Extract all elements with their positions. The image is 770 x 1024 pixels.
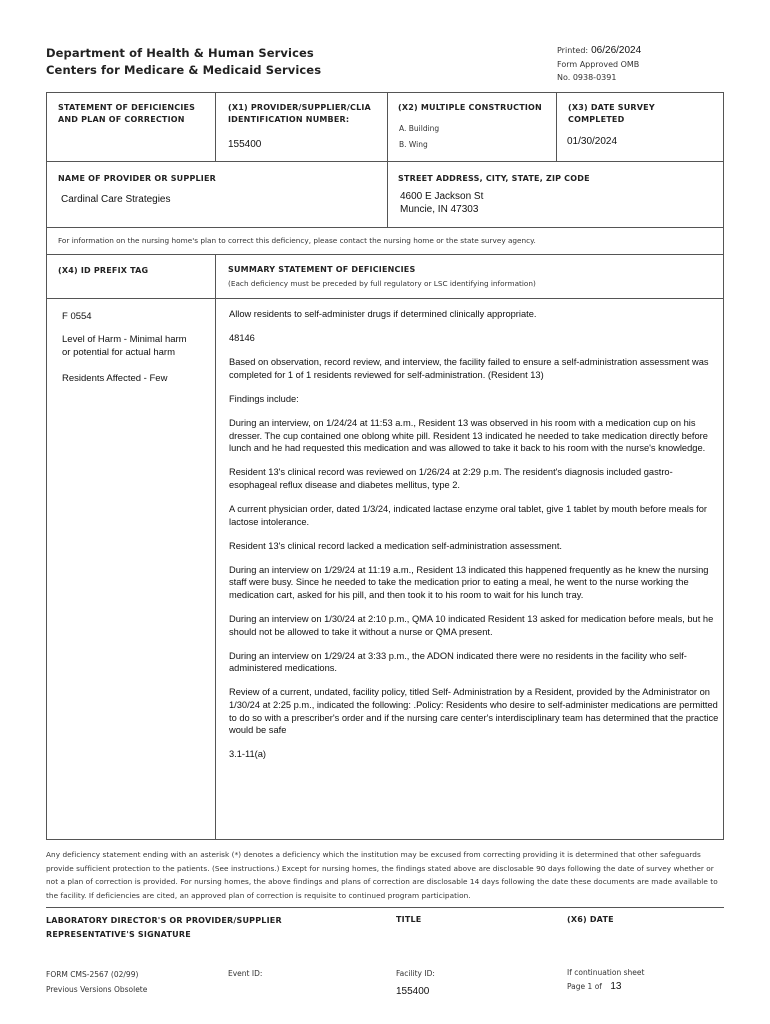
column-headers-row <box>46 254 724 298</box>
summary-statement-sublabel: (Each deficiency must be preceded by full regulatory or LSC identifying information) <box>228 279 536 288</box>
dept-line1: Department of Health & Human Services <box>46 46 314 60</box>
narrative-paragraph: During an interview, on 1/24/24 at 11:53 a.m., Resident 13 was observed in his room with a medication cup on his dresser. The cup contained one oblong white pill. Resident 13 indicated he needed to take medication directly before lunch and he had requested this medication and was allowed to take it back to his room with the nurse's knowledge. <box>229 417 708 454</box>
divider <box>215 255 216 298</box>
narrative-paragraph: During an interview on 1/30/24 at 2:10 p.m., QMA 10 indicated Resident 13 asked for medication before meals, but he should not be allowed to take it without a nurse or QMA present. <box>229 614 714 637</box>
narrative-paragraph: Findings include: <box>229 393 299 404</box>
continuation-sheet-label: If continuation sheet <box>567 968 645 977</box>
divider <box>387 93 388 161</box>
address-line1: 4600 E Jackson St <box>400 191 484 202</box>
provider-row <box>46 161 724 227</box>
x2-multiple-construction-label: (X2) MULTIPLE CONSTRUCTION <box>398 103 542 112</box>
info-row <box>46 227 724 254</box>
x2-wing: B. Wing <box>399 140 428 149</box>
printed-date: 06/26/2024 <box>591 45 642 56</box>
x2-building: A. Building <box>399 124 440 133</box>
x3-date-survey-label: (X3) DATE SURVEY COMPLETED <box>568 103 655 124</box>
agency-header <box>46 45 321 79</box>
deficiency-footnote: Any deficiency statement ending with an asterisk (*) denotes a deficiency which the institution may be excused from correcting providing it is determined that other safeguards provide sufficient protection to the patients. (See instructions.) Except for nursing homes, the findings stated above are disclosable 90 days following the date of survey whether or not a plan of correction is provided. For nursing homes, the above findings and plans of correction are disclosable 14 days following the date these documents are made available to the facility. If deficiencies are cited, an approved plan of correction is requisite to continued program participation. <box>46 850 718 900</box>
narrative-paragraph: 48146 <box>229 333 255 344</box>
date-label: (X6) DATE <box>567 915 614 924</box>
x3-date-value: 01/30/2024 <box>567 136 618 147</box>
printed-label: Printed: <box>557 46 589 55</box>
narrative-paragraph: Allow residents to self-administer drugs if determined clinically appropriate. <box>229 309 537 319</box>
narrative-paragraph: Based on observation, record review, and interview, the facility failed to ensure a self-administration assessment was completed for 1 of 1 residents reviewed for self-administration. (Resident 13) <box>229 357 709 380</box>
narrative-paragraph: Review of a current, undated, facility policy, titled Self- Administration by a Resident, provided by the Administrator on 1/30/24 at 2:25 p.m., indicated the following: .Policy: Residents who desire to self-administer medications are permitted to do so with a prescriber's order and if the nursing care center's interdisciplinary team has determined that the practice would be safe <box>229 687 719 736</box>
deficiency-narrative <box>229 308 719 772</box>
narrative-paragraph: During an interview on 1/29/24 at 3:33 p.m., the ADON indicated there were no residents in the facility who self-administered medications. <box>229 650 687 674</box>
address-label: STREET ADDRESS, CITY, STATE, ZIP CODE <box>398 174 590 183</box>
signature-label: LABORATORY DIRECTOR'S OR PROVIDER/SUPPLIER REPRESENTATIVE'S SIGNATURE <box>46 916 282 939</box>
title-label: TITLE <box>396 915 422 924</box>
provider-name-label: NAME OF PROVIDER OR SUPPLIER <box>58 174 217 183</box>
narrative-paragraph: During an interview on 1/29/24 at 11:19 a.m., Resident 13 indicated this happened frequently as he knew the nursing staff were busy. Since he needed to take the medication prior to eating a meal, he went to the nurse working the medication cart, asked for his pill, and then took it to his room to wait for his lunch tray. <box>229 564 709 600</box>
x1-provider-id-value: 155400 <box>228 139 262 150</box>
x4-id-prefix-tag-label: (X4) ID PREFIX TAG <box>58 266 149 275</box>
narrative-paragraph: Resident 13's clinical record lacked a medication self-administration assessment. <box>229 540 562 551</box>
signature-rule <box>46 907 724 908</box>
address-line2: Muncie, IN 47303 <box>400 204 479 215</box>
divider <box>215 93 216 161</box>
x1-provider-id-label: (X1) PROVIDER/SUPPLIER/CLIA IDENTIFICATION NUMBER: <box>228 103 371 124</box>
narrative-paragraph: A current physician order, dated 1/3/24, indicated lactase enzyme oral tablet, give 1 tablet by mouth before meals for lactose intolerance. <box>229 503 708 527</box>
omb-number: No. 0938-0391 <box>557 73 617 82</box>
narrative-paragraph: Resident 13's clinical record was reviewed on 1/26/24 at 2:29 p.m. The resident's diagnosis included gastro-esophageal reflux disease and diabetes mellitus, type 2. <box>229 467 673 490</box>
statement-of-deficiencies-label: STATEMENT OF DEFICIENCIES AND PLAN OF CORRECTION <box>58 103 196 124</box>
form-identifier: FORM CMS-2567 (02/99) Previous Versions Obsolete <box>46 970 148 994</box>
provider-name-value: Cardinal Care Strategies <box>61 194 171 205</box>
event-id-label: Event ID: <box>228 969 263 978</box>
divider <box>556 93 557 161</box>
residents-affected: Residents Affected - Few <box>62 373 168 384</box>
narrative-paragraph: 3.1-11(a) <box>229 749 267 760</box>
identification-row <box>46 92 724 161</box>
divider <box>387 162 388 227</box>
page-indicator <box>567 980 621 993</box>
facility-id-label: Facility ID: <box>396 969 435 978</box>
f-tag: F 0554 <box>62 311 92 322</box>
deficiency-detail-row <box>46 298 724 840</box>
summary-statement-label: SUMMARY STATEMENT OF DEFICIENCIES <box>228 265 416 274</box>
plan-of-correction-info: For information on the nursing home's plan to correct this deficiency, please contact the nursing home or the state survey agency. <box>58 236 536 245</box>
page-total: 13 <box>610 981 622 992</box>
print-info <box>557 44 641 85</box>
page-label: Page 1 of <box>567 982 602 991</box>
facility-id-value: 155400 <box>396 986 430 997</box>
dept-line2: Centers for Medicare & Medicaid Services <box>46 63 322 77</box>
form-approved-text: Form Approved OMB <box>557 59 640 69</box>
divider <box>215 299 216 839</box>
level-of-harm: Level of Harm - Minimal harm or potential for actual harm <box>62 334 187 358</box>
